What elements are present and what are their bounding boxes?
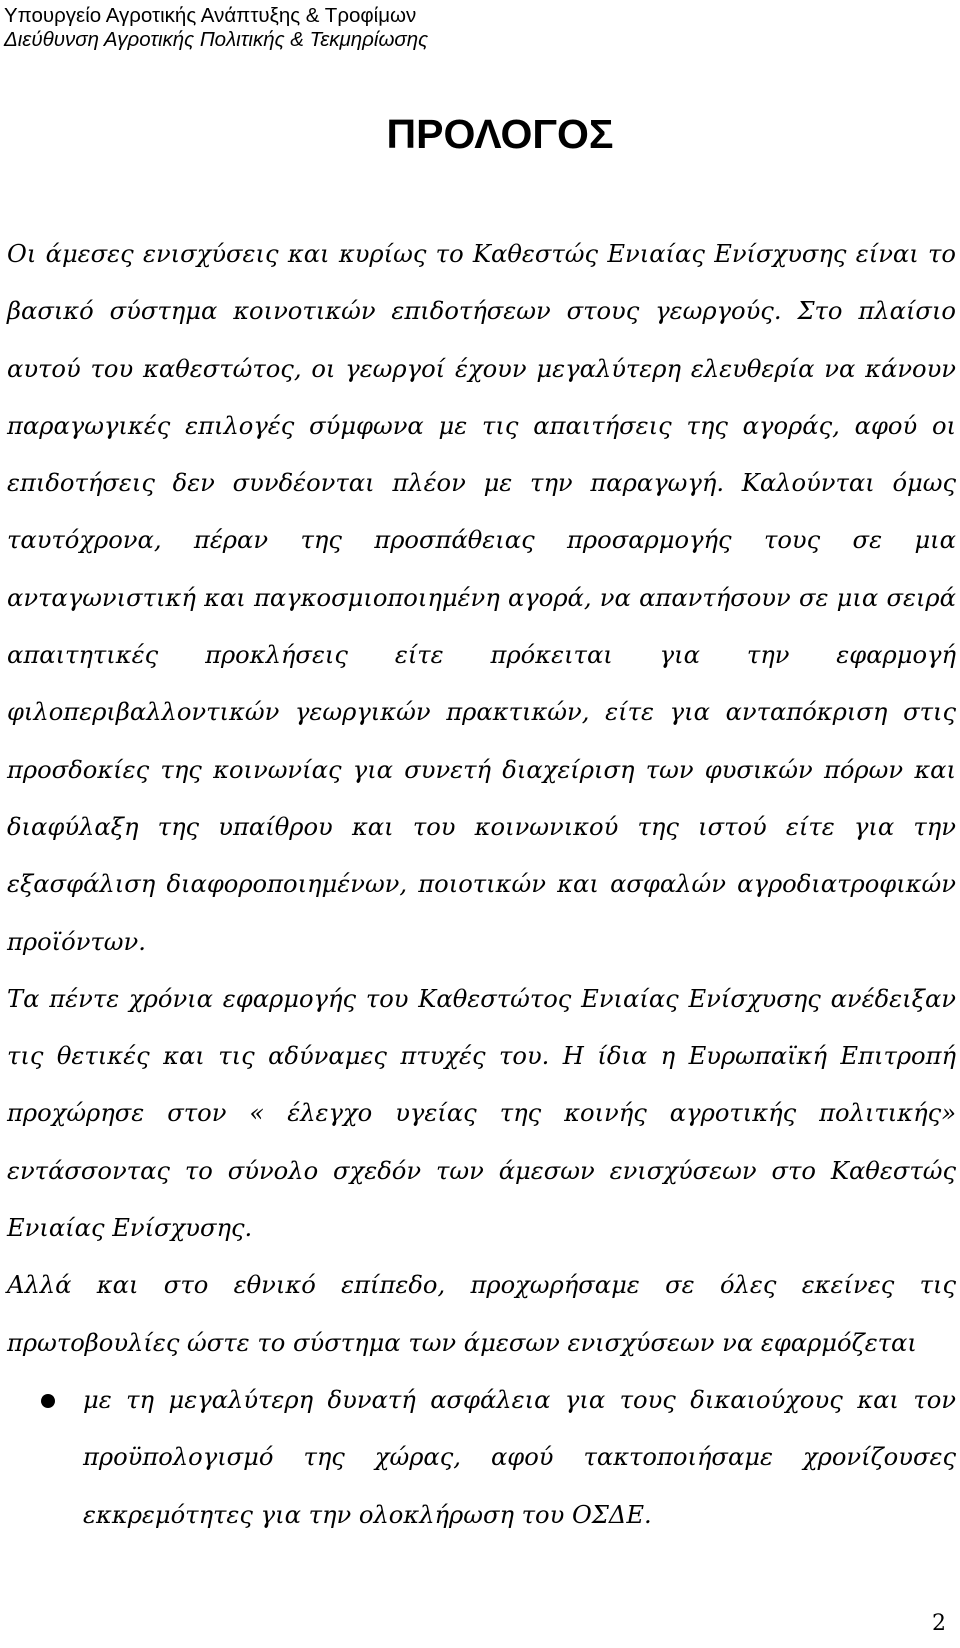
bullet-item [7,1372,956,1544]
paragraph-1: Οι άμεσες ενισχύσεις και κυρίως το Καθεστώς Ενιαίας Ενίσχυσης είναι το βασικό σύστημα κοινοτικών επιδοτήσεων στους γεωργούς. Στο πλαίσιο αυτού του καθεστώτος, οι γεωργοί έχουν μεγαλύτερη ελευθερία να κάνουν παραγωγικές επιλογές σύμφωνα με τις απαιτήσεις της αγοράς, αφού οι επιδοτήσεις δεν συνδέονται πλέον με την παραγωγή. Καλούνται όμως ταυτόχρονα, πέραν της προσπάθειας προσαρμογής τους σε μια ανταγωνιστική και παγκοσμιοποιημένη αγορά, να απαντήσουν σε μια σειρά απαιτητικές προκλήσεις είτε πρόκειται για την εφαρμογή φιλοπεριβαλλοντικών γεωργικών πρακτικών, είτε για ανταπόκριση στις προσδοκίες της κοινωνίας για συνετή διαχείριση των φυσικών πόρων και διαφύλαξη της υπαίθρου και του κοινωνικού της ιστού είτε για την εξασφάλιση διαφοροποιημένων, ποιοτικών και ασφαλών αγροδιατροφικών προϊόντων. [7,240,956,956]
page-title: ΠΡΟΛΟΓΟΣ [386,111,614,157]
ministry-name: Υπουργείο Αγροτικής Ανάπτυξης & Τροφίμων [4,4,417,27]
directorate-name: Διεύθυνση Αγροτικής Πολιτικής & Τεκμηρίωσης [4,28,429,51]
paragraph-2: Τα πέντε χρόνια εφαρμογής του Καθεστώτος Ενιαίας Ενίσχυσης ανέδειξαν τις θετικές και τις αδύναμες πτυχές του. Η ίδια η Ευρωπαϊκή Επιτροπή προχώρησε στον « έλεγχο υγείας της κοινής αγροτικής πολιτικής» εντάσσοντας το σύνολο σχεδόν των άμεσων ενισχύσεων στο Καθεστώς Ενιαίας Ενίσχυσης. [7,984,956,1243]
bullet-list [7,1372,956,1544]
paragraph-3: Αλλά και στο εθνικό επίπεδο, προχωρήσαμε σε όλες εκείνες τις πρωτοβουλίες ώστε το σύστημα των άμεσων ενισχύσεων να εφαρμόζεται [7,1271,956,1357]
document-body [7,226,956,1544]
page-number: 2 [932,1611,946,1636]
document-header [4,4,428,52]
bullet-item-text: με τη μεγαλύτερη δυνατή ασφάλεια για τους δικαιούχους και τον προϋπολογισμό της χώρας, αφού τακτοποιήσαμε χρονίζουσες εκκρεμότητες για την ολοκλήρωση του ΟΣΔΕ. [83,1385,956,1529]
bullet-icon [41,1394,55,1408]
